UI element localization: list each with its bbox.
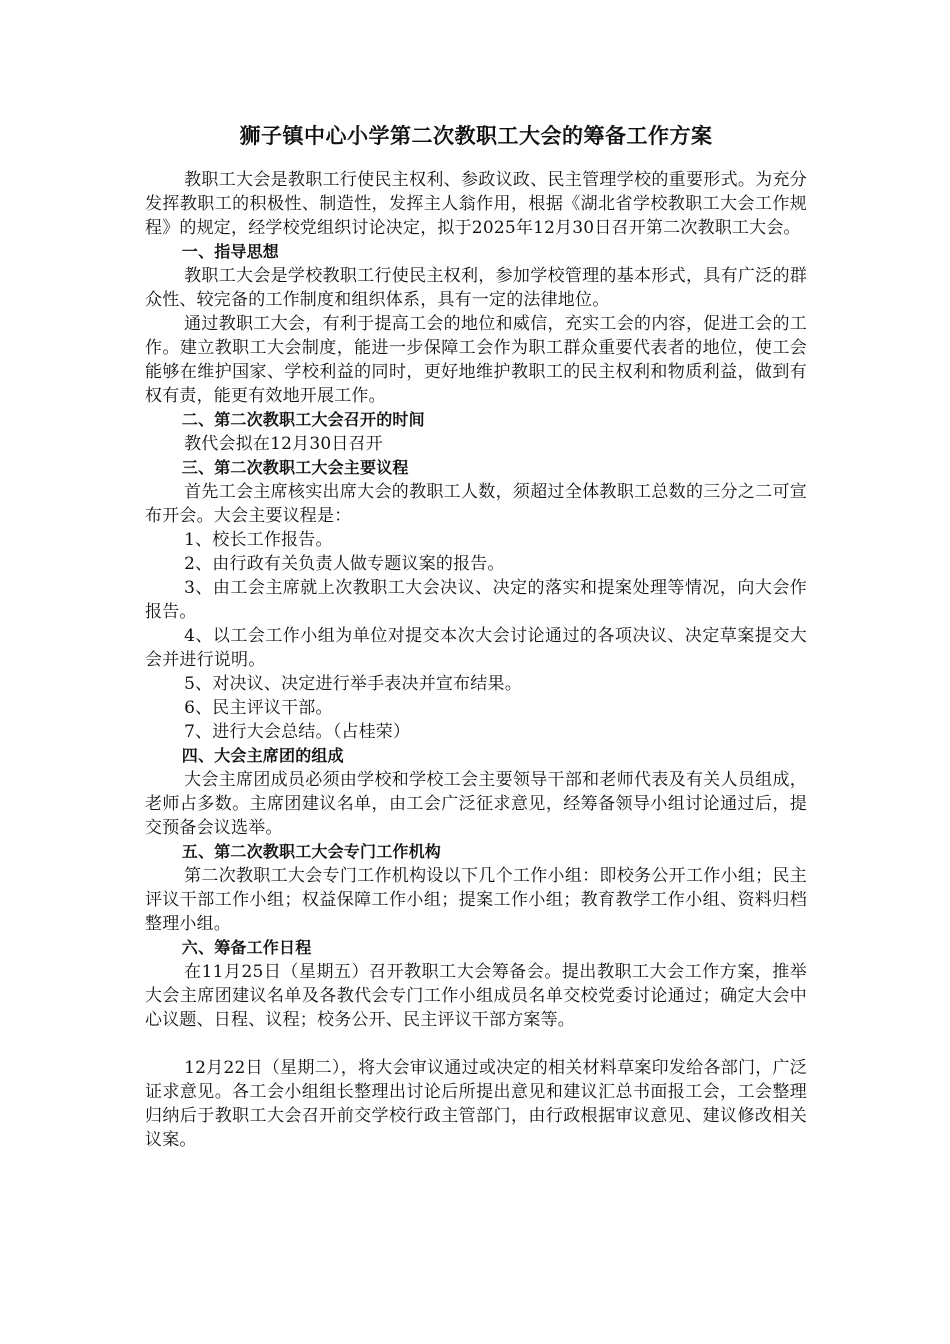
agenda-item: 1、校长工作报告。 [184,530,333,550]
body-paragraph: 教职工大会是学校教职工行使民主权利，参加学校管理的基本形式，具有广泛的群众性、较完备的工作制度和组织体系，具有一定的法律地位。 [145,266,807,310]
intro-paragraph: 教职工大会是教职工行使民主权利、参政议政、民主管理学校的重要形式。为充分发挥教职工的积极性、制造性，发挥主人翁作用，根据《湖北省学校教职工大会工作规程》的规定，经学校党组织讨论决定，拟于2025年12月30日召开第二次教职工大会。 [145,170,807,238]
body-paragraph: 第二次教职工大会专门工作机构设以下几个工作小组：即校务公开工作小组；民主评议干部工作小组；权益保障工作小组；提案工作小组；教育教学工作小组、资料归档整理小组。 [145,866,807,934]
body-paragraph: 12月22日（星期二），将大会审议通过或决定的相关材料草案印发给各部门，广泛证求意见。各工会小组组长整理出讨论后所提出意见和建议汇总书面报工会，工会整理归纳后于教职工大会召开前交学校行政主管部门，由行政根据审议意见、建议修改相关议案。 [145,1058,807,1150]
body-paragraph: 通过教职工大会，有利于提高工会的地位和威信，充实工会的内容，促进工会的工作。建立教职工大会制度，能进一步保障工会作为职工群众重要代表者的地位，使工会能够在维护国家、学校利益的同时，更好地维护教职工的民主权利和物质利益，做到有权有责，能更有效地开展工作。 [145,314,807,406]
section-heading-meeting-time: 二、第二次教职工大会召开的时间 [181,410,425,429]
body-paragraph: 教代会拟在12月30日召开 [184,434,383,454]
agenda-item: 2、由行政有关负责人做专题议案的报告。 [184,554,505,574]
section-heading-agenda: 三、第二次教职工大会主要议程 [181,458,409,477]
agenda-item: 7、进行大会总结。（占桂荣） [184,722,411,742]
agenda-item: 3、由工会主席就上次教职工大会决议、决定的落实和提案处理等情况，向大会作报告。 [145,578,807,622]
section-heading-working-bodies: 五、第二次教职工大会专门工作机构 [181,842,441,861]
section-heading-presidium: 四、大会主席团的组成 [181,746,344,765]
agenda-item: 5、对决议、决定进行举手表决并宣布结果。 [184,674,522,694]
body-paragraph: 首先工会主席核实出席大会的教职工人数，须超过全体教职工总数的三分之二可宣布开会。大会主要议程是： [145,482,807,526]
agenda-item: 4、以工会工作小组为单位对提交本次大会讨论通过的各项决议、决定草案提交大会并进行说明。 [145,626,807,670]
section-heading-schedule: 六、筹备工作日程 [181,938,312,957]
section-heading-guiding-ideology: 一、指导思想 [181,242,279,261]
body-paragraph: 大会主席团成员必须由学校和学校工会主要领导干部和老师代表及有关人员组成，老师占多数。主席团建议名单，由工会广泛征求意见，经筹备领导小组讨论通过后，提交预备会议选举。 [145,770,807,838]
document-page [145,118,807,1152]
body-paragraph: 在11月25日（星期五）召开教职工大会筹备会。提出教职工大会工作方案，推举大会主席团建议名单及各教代会专门工作小组成员名单交校党委讨论通过；确定大会中心议题、日程、议程；校务公开、民主评议干部方案等。 [145,962,807,1030]
agenda-item: 6、民主评议干部。 [184,698,333,718]
document-title: 狮子镇中心小学第二次教职工大会的筹备工作方案 [239,124,713,148]
